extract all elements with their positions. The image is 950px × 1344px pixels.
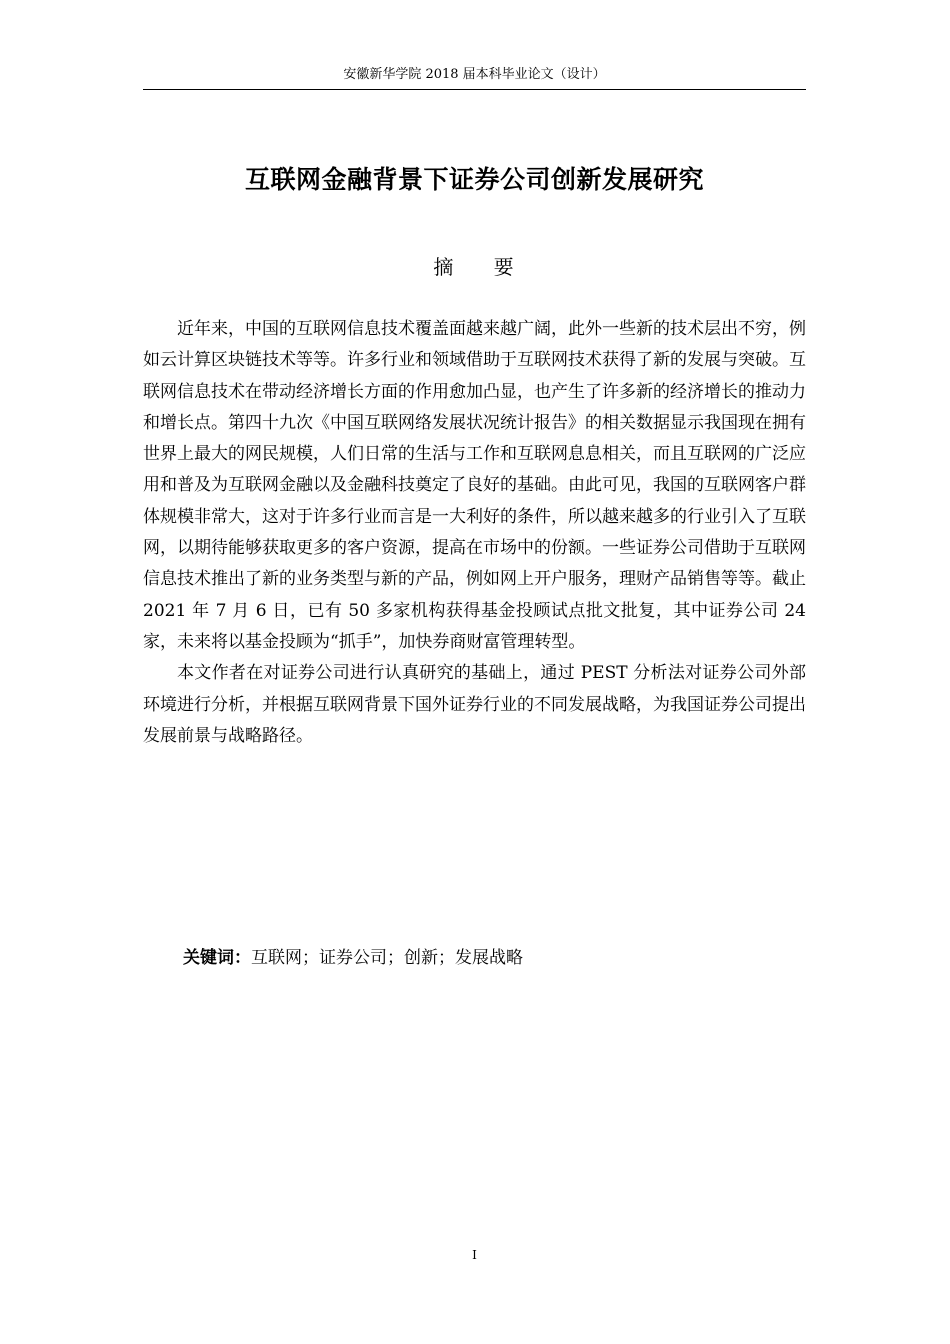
- keywords-value: 互联网；证券公司；创新；发展战略: [251, 948, 523, 968]
- paper-title: 互联网金融背景下证券公司创新发展研究: [244, 165, 704, 194]
- abstract-body: [143, 314, 806, 752]
- abstract-heading: 摘 要: [433, 255, 516, 279]
- abstract-paragraph-2: 本文作者在对证券公司进行认真研究的基础上，通过 PEST 分析法对证券公司外部环境进行分析，并根据互联网背景下国外证券行业的不同发展战略，为我国证券公司提出发展前景与战略路径。: [143, 663, 806, 746]
- abstract-paragraph-1: 近年来，中国的互联网信息技术覆盖面越来越广阔，此外一些新的技术层出不穷，例如云计算区块链技术等等。许多行业和领域借助于互联网技术获得了新的发展与突破。互联网信息技术在带动经济增长方面的作用愈加凸显，也产生了许多新的经济增长的推动力和增长点。第四十九次《中国互联网络发展状况统计报告》的相关数据显示我国现在拥有世界上最大的网民规模，人们日常的生活与工作和互联网息息相关，而且互联网的广泛应用和普及为互联网金融以及金融科技奠定了良好的基础。由此可见，我国的互联网客户群体规模非常大，这对于许多行业而言是一大利好的条件，所以越来越多的行业引入了互联网，以期待能够获取更多的客户资源，提高在市场中的份额。一些证券公司借助于互联网信息技术推出了新的业务类型与新的产品，例如网上开户服务，理财产品销售等等。截止 2021 年 7 月 6 日，已有 50 多家机构获得基金投顾试点批文批复，其中证券公司 24 家，未来将以基金投顾为“抓手”，加快券商财富管理转型。: [143, 319, 806, 652]
- page-number: I: [472, 1248, 477, 1262]
- keywords-label: 关键词：: [183, 948, 251, 968]
- keywords-line: [183, 944, 803, 972]
- header-divider: [143, 89, 806, 90]
- running-header: 安徽新华学院 2018 届本科毕业论文（设计）: [343, 67, 606, 82]
